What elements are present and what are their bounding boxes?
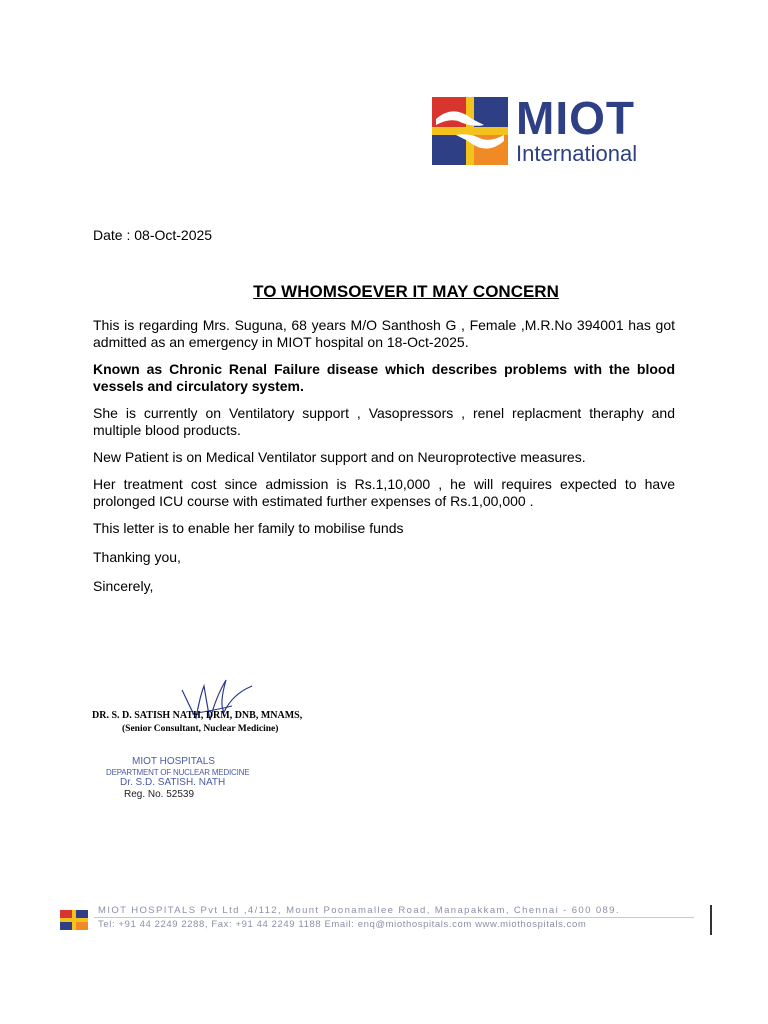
letter-date: Date : 08-Oct-2025 bbox=[93, 227, 213, 243]
miot-hands-logo-icon bbox=[432, 97, 508, 165]
miot-footer-logo-icon bbox=[60, 910, 88, 930]
closing-sincerely: Sincerely, bbox=[93, 578, 154, 594]
stamp-department: DEPARTMENT OF NUCLEAR MEDICINE bbox=[106, 768, 250, 777]
footer-divider bbox=[94, 917, 694, 918]
footer-contact: Tel: +91 44 2249 2288, Fax: +91 44 2249 1188 Email: enq@miothospitals.com www.miothospitals.com bbox=[98, 919, 587, 930]
paragraph-cost: Her treatment cost since admission is Rs.1,10,000 , he will requires expected to have prolonged ICU course with estimated further expenses of Rs.1,00,000 . bbox=[93, 476, 675, 509]
stamp-doctor: Dr. S.D. SATISH. NATH bbox=[120, 777, 226, 788]
logo-brand-text: MIOT bbox=[516, 92, 635, 144]
miot-logo bbox=[430, 92, 670, 170]
stamp-reg-no: Reg. No. 52539 bbox=[124, 789, 195, 800]
letter-body bbox=[93, 317, 675, 605]
paragraph-treatment: She is currently on Ventilatory support , Vasopressors , renel replacment theraphy and multiple blood products. bbox=[93, 405, 675, 438]
paragraph-diagnosis: Known as Chronic Renal Failure disease which describes problems with the blood vessels and circulatory system. bbox=[93, 361, 675, 394]
footer-edge-bar bbox=[710, 905, 712, 935]
footer-address: MIOT HOSPITALS Pvt Ltd ,4/112, Mount Poonamallee Road, Manapakkam, Chennai - 600 089. bbox=[98, 905, 620, 916]
paragraph-patient-info: This is regarding Mrs. Suguna, 68 years M/O Santhosh G , Female ,M.R.No 394001 has got admitted as an emergency in MIOT hospital on 18-Oct-2025. bbox=[93, 317, 675, 350]
paragraph-purpose: This letter is to enable her family to mobilise funds bbox=[93, 520, 404, 536]
signature-block bbox=[92, 660, 337, 805]
paragraph-ventilator: New Patient is on Medical Ventilator support and on Neuroprotective measures. bbox=[93, 449, 586, 465]
logo-sub-text: International bbox=[516, 141, 638, 166]
letter-title: TO WHOMSOEVER IT MAY CONCERN bbox=[253, 282, 559, 301]
letter-footer bbox=[58, 905, 718, 935]
doctor-role: (Senior Consultant, Nuclear Medicine) bbox=[122, 724, 279, 734]
doctor-name: DR. S. D. SATISH NATH, DRM, DNB, MNAMS, bbox=[92, 710, 303, 721]
closing-thanks: Thanking you, bbox=[93, 549, 181, 565]
stamp-hospital: MIOT HOSPITALS bbox=[132, 756, 215, 767]
